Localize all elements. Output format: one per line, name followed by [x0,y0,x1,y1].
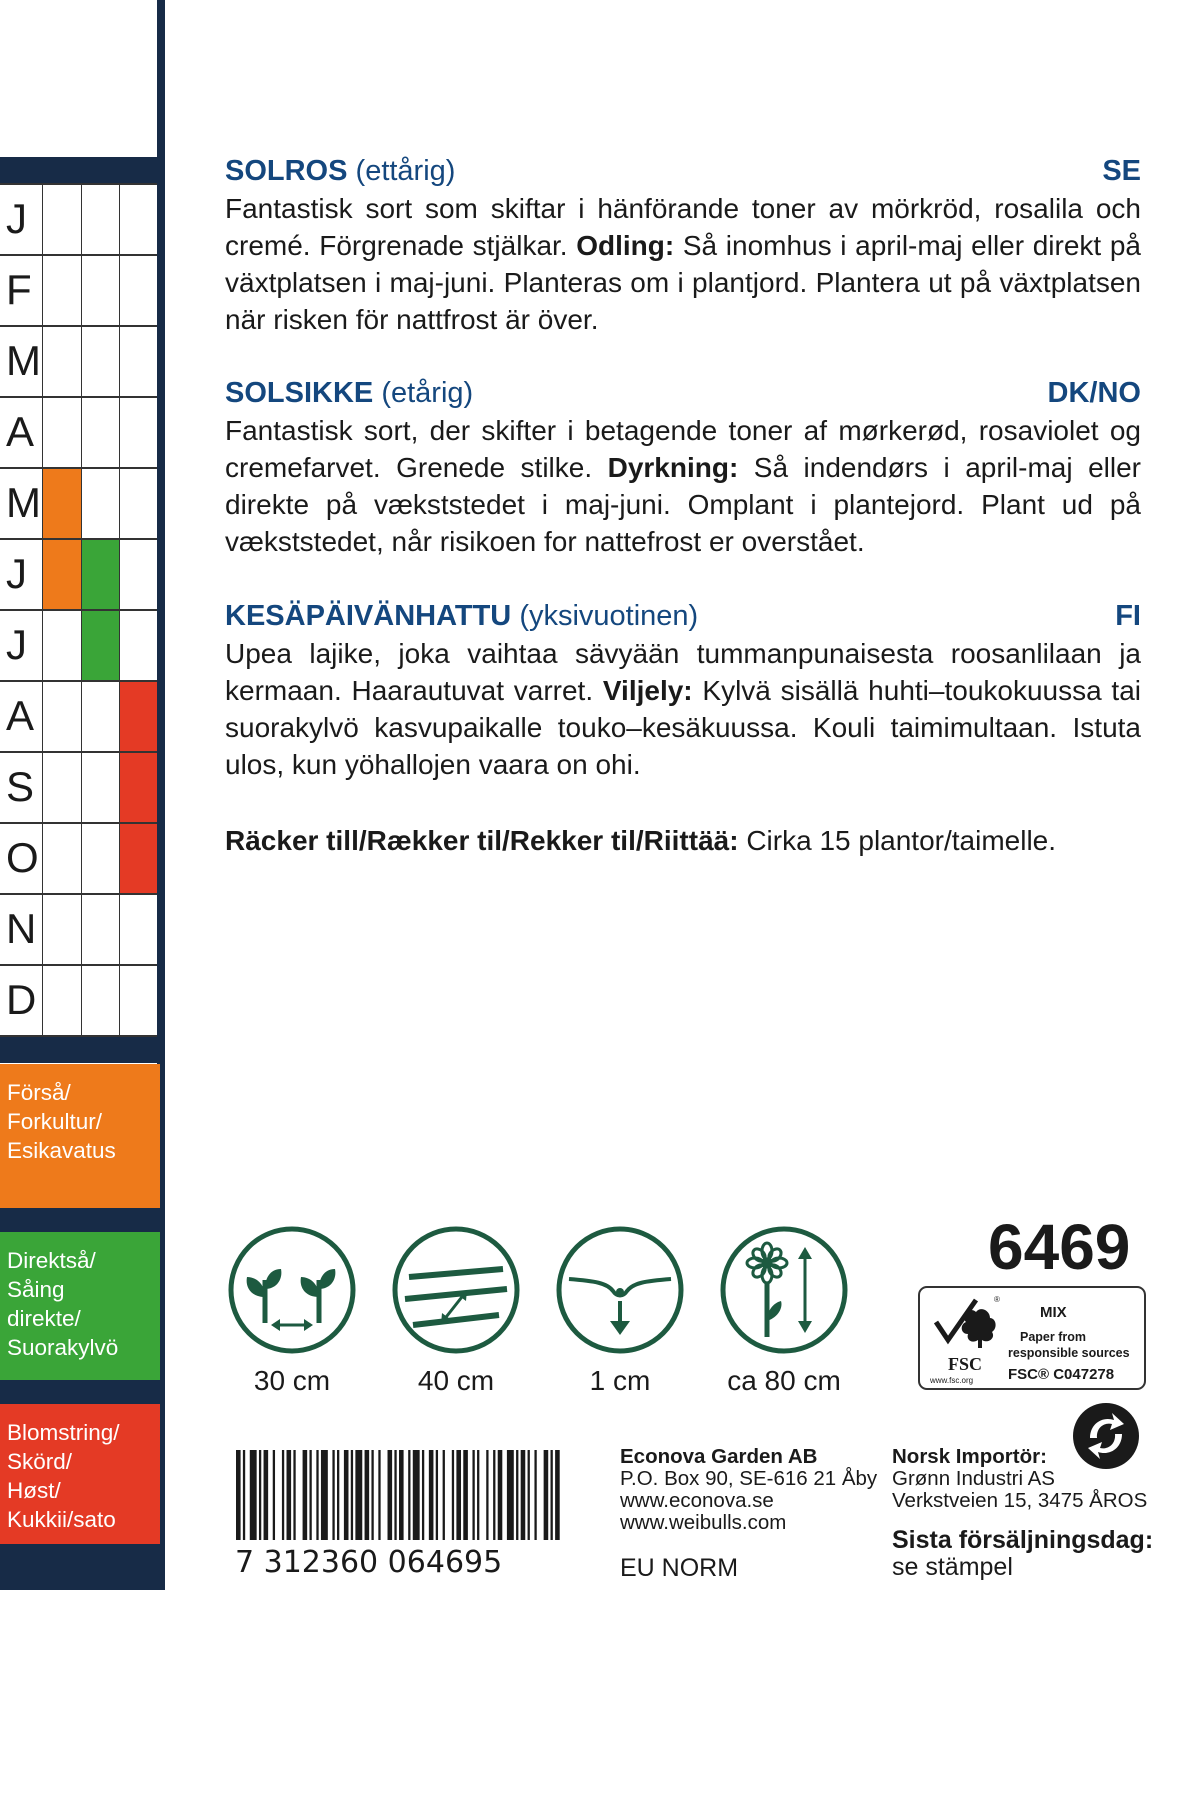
barcode-bars [236,1450,562,1540]
section-se [225,152,1141,338]
blomstring-cell [119,893,157,964]
calendar-month-letter: M [6,479,41,526]
fsc-code: FSC® C047278 [1008,1366,1115,1383]
calendar-row [0,822,157,893]
barcode-bar [507,1450,514,1540]
calendar-row [0,325,157,396]
forsa-cell [42,467,81,538]
barcode-bar [452,1450,454,1540]
barcode-bar [332,1450,334,1540]
legend-divider [0,1544,164,1590]
sowing-depth [555,1225,685,1397]
calendar-top-bar [0,157,164,183]
fsc-line: responsible sources [1008,1346,1130,1360]
sale-date-value: se stämpel [892,1553,1013,1581]
barcode-bar [287,1450,292,1540]
plant-spacing [227,1225,357,1397]
legend-blomstring-line: Høst/ [7,1478,61,1503]
barcode-bar [394,1450,396,1540]
registered-mark-icon: ® [994,1295,1000,1304]
legend-direktsa-line: Direktså/ [7,1248,96,1273]
body-keyword: Odling: [576,230,675,261]
barcode-bar [399,1450,404,1540]
legend-blomstring-line: Kukkii/sato [7,1507,116,1532]
blomstring-cell [119,254,157,325]
direktsa-cell [81,822,119,893]
barcode-bar [429,1450,434,1540]
body-keyword: Viljely: [602,675,693,706]
body-keyword: Dyrkning: [607,452,739,483]
plant-spacing-icon [227,1225,357,1355]
barcode-bar [243,1450,245,1540]
blomstring-cell [119,396,157,467]
legend-direktsa-line: Suorakylvö [7,1335,119,1360]
barcode-bar [408,1450,410,1540]
fsc-line: Paper from [1020,1330,1086,1344]
section-fi [225,597,1141,783]
blomstring-cell [119,467,157,538]
legend-direktsa-line: direkte/ [7,1306,81,1331]
blomstring-cell [119,325,157,396]
legend-forsa-line: Forkultur/ [7,1109,103,1134]
blomstring-cell [119,822,157,893]
barcode-bar [316,1450,318,1540]
sale-date [892,1527,1153,1581]
forsa-cell [42,964,81,1035]
direktsa-cell [81,254,119,325]
calendar-gridline [0,822,157,824]
calendar-row [0,964,157,1035]
legend-direktsa [0,1232,160,1380]
calendar-gridline [0,893,157,895]
forsa-cell [42,822,81,893]
barcode-bar [472,1450,474,1540]
body-text: Så inomhus i april-maj eller direkt på växtplatsen i maj-juni. Planteras om i plantjord. Plantera ut på växtplatsen när risken för nattfrost är över. [225,230,1141,335]
barcode-bar [388,1450,393,1540]
barcode-bar [264,1450,269,1540]
section-body [225,412,1141,560]
barcode-bar [443,1450,445,1540]
importer-company: Grønn Industri AS [892,1467,1055,1490]
section-title: KESÄPÄIVÄNHATTU [225,600,512,632]
calendar-gridline [0,609,157,611]
direktsa-cell [81,609,119,680]
calendar-gridline [0,396,157,398]
direktsa-cell [81,680,119,751]
barcode-bar [273,1450,275,1540]
blomstring-cell [119,964,157,1035]
body-text: Fantastisk sort som skiftar i hänförande toner av mörkröd, rosalila och cremé. Förgrenade stjälkar. [225,193,1141,261]
calendar-row [0,254,157,325]
barcode-bar [259,1450,261,1540]
barcode-bar [355,1450,362,1540]
section-title: SOLSIKKE [225,377,374,409]
blomstring-cell [119,680,157,751]
calendar-month-letter: J [6,195,27,242]
barcode-bar [303,1450,308,1540]
section-language: FI [1115,600,1141,632]
legend-forsa-line: Förså/ [7,1080,71,1105]
sender-web: www.econova.se [620,1489,774,1512]
barcode-bar [516,1450,518,1540]
calendar-month-letter: O [6,834,39,881]
barcode-digits: 7 312360 064695 [235,1545,503,1580]
eu-norm: EU NORM [620,1554,739,1582]
plant-height-icon [719,1225,849,1355]
barcode-bar [422,1450,424,1540]
recycle-icon [1070,1400,1142,1472]
barcode-bar [309,1450,311,1540]
forsa-cell [42,396,81,467]
blomstring-cell [119,751,157,822]
fsc-mix: MIX [1040,1304,1067,1321]
body-text: Så indendørs i april-maj eller direkte på vækststedet i maj-juni. Omplant i plantejord. Plant ud på vækststedet, når risikoen for nattefrost er overstået. [225,452,1141,557]
row-spacing [391,1225,521,1397]
section-subtitle: (etårig) [381,377,474,409]
sale-date-label: Sista försäljningsdag: [892,1526,1154,1554]
section-header [225,597,1141,635]
calendar-gridline [0,254,157,256]
calendar-month-letter: J [6,550,27,597]
forsa-cell [42,893,81,964]
calendar-gridline [0,751,157,753]
direktsa-cell [81,396,119,467]
sowing-depth-icon [555,1225,685,1355]
row-spacing-icon [391,1225,521,1355]
calendar-row [0,467,157,538]
barcode-bar [493,1450,495,1540]
barcode-bar [344,1450,349,1540]
sender-company: Econova Garden AB [620,1445,818,1468]
yield-value: Cirka 15 plantor/taimelle. [738,825,1057,856]
sender-address [620,1446,877,1534]
legend-direktsa-line: Såing [7,1277,65,1302]
barcode-bar [551,1450,553,1540]
forsa-cell [42,609,81,680]
legend-blomstring [0,1404,160,1544]
calendar-bottom-bar [0,1037,164,1063]
sowing-calendar [0,157,164,1037]
icon-label: 30 cm [253,1365,331,1396]
yield-line [225,822,1141,860]
sender-street: P.O. Box 90, SE-616 21 Åby [620,1467,878,1490]
calendar-month-letter: A [6,408,35,455]
barcode-bar [477,1450,479,1540]
section-language: SE [1102,155,1141,187]
direktsa-cell [81,467,119,538]
fsc-tree-check-icon [926,1292,1006,1374]
forsa-cell [42,680,81,751]
fsc-logo-text: FSC [948,1354,983,1374]
barcode-bar [250,1450,257,1540]
direktsa-cell [81,964,119,1035]
barcode-bar [521,1450,526,1540]
barcode-bar [321,1450,328,1540]
direktsa-cell [81,325,119,396]
barcode-bar [544,1450,549,1540]
calendar-row [0,396,157,467]
legend-blomstring-line: Blomstring/ [7,1420,120,1445]
forsa-cell [42,183,81,254]
yield-label: Räcker till/Rækker til/Rekker til/Riittää: [225,825,739,856]
importer-street: Verkstveien 15, 3475 ÅROS [892,1489,1148,1512]
barcode-bar [456,1450,461,1540]
calendar-row [0,609,157,680]
section-subtitle: (yksivuotinen) [519,600,699,632]
blomstring-cell [119,183,157,254]
barcode-bar [378,1450,380,1540]
barcode-bar [436,1450,438,1540]
calendar-month-letter: J [6,621,27,668]
barcode-bar [236,1450,241,1540]
plant-height [719,1225,849,1397]
calendar-row [0,751,157,822]
calendar-gridline [0,680,157,682]
article-number: 6469 [988,1211,1131,1283]
forsa-cell [42,751,81,822]
section-body [225,635,1141,783]
legend-divider [0,1208,164,1232]
barcode-bar [463,1450,468,1540]
section-title: SOLROS [225,155,348,187]
forsa-cell [42,254,81,325]
barcode-bar [555,1450,560,1540]
calendar-grid [0,183,157,1037]
calendar-month-letter: M [6,337,41,384]
section-dk-no [225,374,1141,560]
direktsa-cell [81,751,119,822]
calendar-month-letter: S [6,763,35,810]
calendar-row [0,893,157,964]
legend-blomstring-line: Skörd/ [7,1449,73,1474]
calendar-gridline [0,183,157,185]
forsa-cell [42,325,81,396]
calendar-month-letter: N [6,905,37,952]
calendar-month-letter: F [6,266,32,313]
icon-label: 1 cm [589,1365,651,1396]
calendar-gridline [0,964,157,966]
barcode-bar [282,1450,284,1540]
legend-divider [0,1380,164,1404]
icon-label: 40 cm [417,1365,495,1396]
body-text: Kylvä sisällä huhti–toukokuussa tai suorakylvö kasvupaikalle touko–kesäkuussa. Kouli taimimultaan. Istuta ulos, kun yöhallojen vaara on ohi. [225,675,1142,780]
direktsa-cell [81,893,119,964]
barcode-bar [365,1450,370,1540]
blomstring-cell [119,609,157,680]
blomstring-cell [119,538,157,609]
body-text: Upea lajike, joka vaihtaa sävyään tummanpunaisesta roosanlilaan ja kermaan. Haarautuvat varret. [225,638,1141,706]
icon-label: ca 80 cm [727,1365,841,1396]
section-header [225,152,1141,190]
fsc-www: www.fsc.org [930,1376,974,1385]
calendar-row [0,538,157,609]
calendar-month-letter: D [6,976,37,1023]
legend-forsa [0,1064,160,1208]
sender-web: www.weibulls.com [620,1511,787,1534]
barcode-bar [337,1450,339,1540]
calendar-gridline [0,325,157,327]
body-text: Fantastisk sort, der skifter i betagende toner af mørkerød, rosaviolet og cremefarvet. Grenede stilke. [225,415,1141,483]
section-language: DK/NO [1047,377,1141,409]
barcode-bar [371,1450,373,1540]
legend-forsa-line: Esikavatus [7,1138,116,1163]
section-subtitle: (ettårig) [355,155,456,187]
direktsa-cell [81,183,119,254]
calendar-row [0,183,157,254]
barcode-bar [486,1450,488,1540]
direktsa-cell [81,538,119,609]
barcode-bar [293,1450,295,1540]
section-body [225,190,1141,338]
forsa-cell [42,538,81,609]
calendar-gridline [0,467,157,469]
calendar-month-letter: A [6,692,35,739]
barcode-bar [498,1450,503,1540]
calendar-row [0,680,157,751]
section-header [225,374,1141,412]
barcode-bar [413,1450,420,1540]
fsc-label [918,1286,1146,1390]
barcode-bar [534,1450,536,1540]
barcode-bar [528,1450,530,1540]
importer-label: Norsk Importör: [892,1445,1047,1468]
barcode-bar [351,1450,353,1540]
calendar-gridline [0,538,157,540]
